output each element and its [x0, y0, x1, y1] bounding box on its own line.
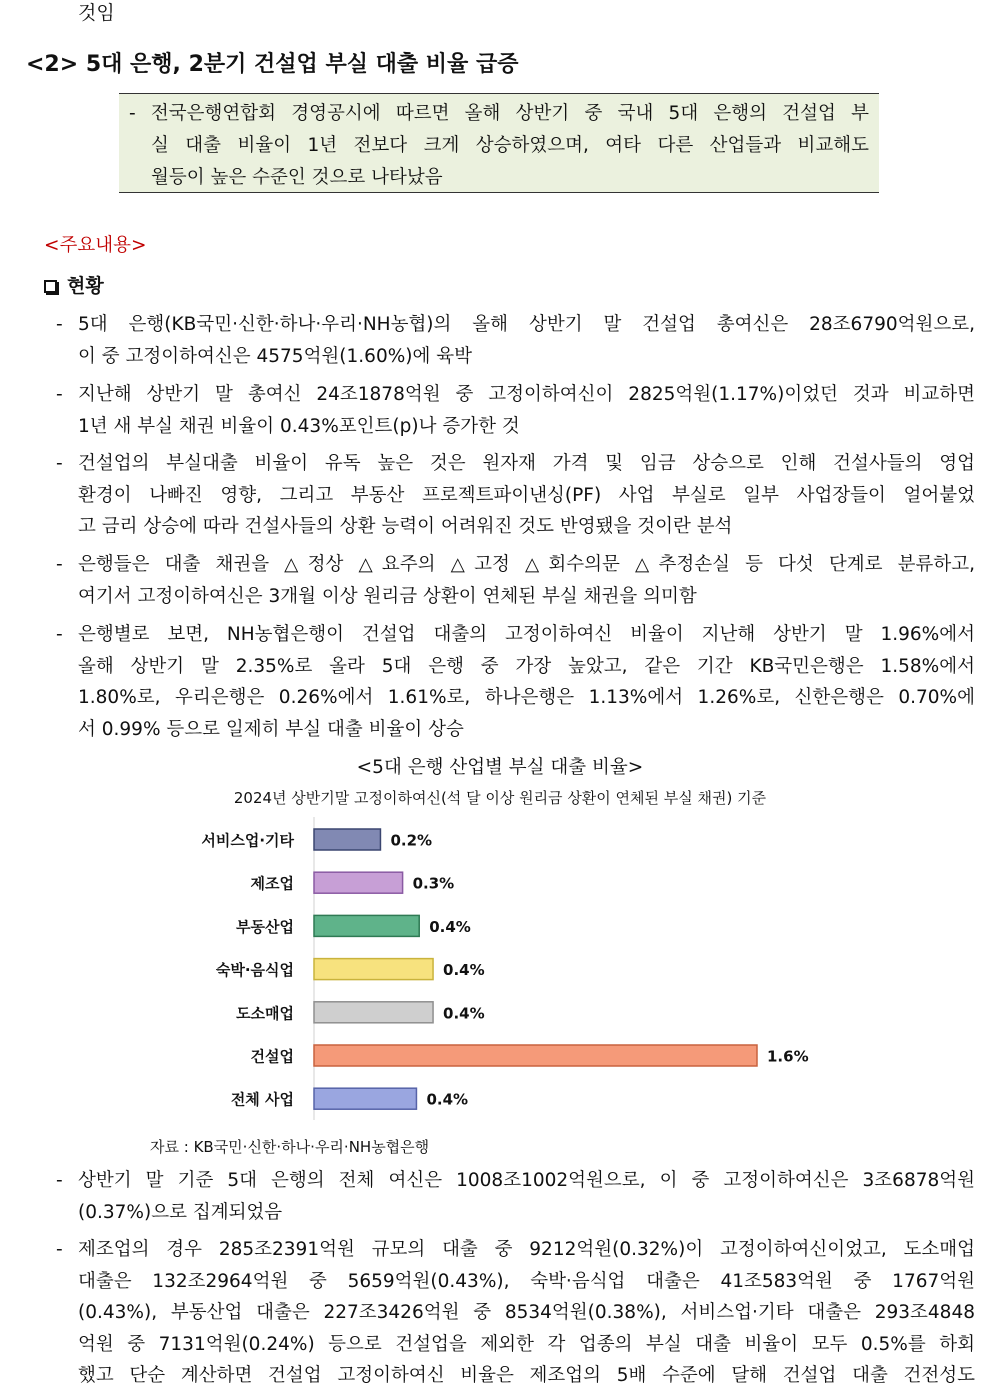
data-label: 0.4% — [443, 1004, 485, 1023]
industry-bad-loan-bar-chart — [0, 815, 1000, 1130]
bullet-line: 했고 단순 계산하면 건설업 고정이하여신 비율은 제조업의 5배 수준에 달해 건설업 대출 건전성도 — [78, 1365, 975, 1386]
chart-source: 자료 : KB국민·신한·하나·우리·NH농협은행 — [150, 1138, 430, 1156]
bullet-line: (0.37%)으로 집계되었음 — [78, 1201, 283, 1223]
bar — [314, 915, 419, 936]
bullet-line: 제조업의 경우 285조2391억원 규모의 대출 중 9212억원(0.32%)이 고정이하여신이었고, 도소매업 — [78, 1239, 975, 1260]
bar — [314, 1045, 757, 1066]
bullet-item — [56, 549, 976, 612]
summary-line: 실 대출 비율이 1년 전보다 크게 상승하였으며, 여타 다른 산업들과 비교해도 — [151, 135, 869, 156]
category-label: 부동산업 — [236, 917, 294, 936]
bar — [314, 829, 380, 850]
bullet-item — [56, 1234, 976, 1392]
summary-line: - 전국은행연합회 경영공시에 따르면 올해 상반기 중 국내 5대 은행의 건설업 부 — [129, 103, 869, 124]
dash-marker: - — [56, 314, 63, 335]
bullet-line: 올해 상반기 말 2.35%로 올라 5대 은행 중 가장 높았고, 같은 기간 KB국민은행은 1.58%에서 — [78, 655, 975, 677]
summary-line: 월등이 높은 수준인 것으로 나타났음 — [151, 167, 443, 188]
key-contents-label: <주요내용> — [44, 235, 147, 256]
category-label: 제조업 — [250, 874, 294, 893]
dash-marker: - — [56, 453, 63, 474]
bar — [314, 959, 433, 980]
bullet-line: 지난해 상반기 말 총여신 24조1878억원 중 고정이하여신이 2825억원(1.17%)이었던 것과 비교하면 — [78, 384, 975, 405]
chart-title: <5대 은행 산업별 부실 대출 비율> — [356, 757, 644, 778]
data-label: 0.4% — [429, 917, 471, 936]
summary-box — [119, 93, 879, 193]
data-label: 0.3% — [412, 874, 455, 893]
bullet-line: 5대 은행(KB국민·신한·하나·우리·NH농협)의 올해 상반기 말 건설업 총여신은 28조6790억원으로, — [78, 314, 975, 335]
data-label: 0.4% — [443, 961, 485, 980]
data-label: 0.4% — [426, 1090, 469, 1109]
bullet-line: 여기서 고정이하여신은 3개월 이상 원리금 상환이 연체된 부실 채권을 의미함 — [78, 585, 697, 607]
status-heading-text: 현황 — [67, 275, 104, 297]
bullet-line: 고 금리 상승에 따라 건설사들의 상환 능력이 어려워진 것도 반영됐을 것이란 분석 — [78, 516, 733, 537]
bullet-line: 1년 새 부실 채권 비율이 0.43%포인트(p)나 증가한 것 — [78, 415, 520, 437]
chart-subtitle: 2024년 상반기말 고정이하여신(석 달 이상 원리금 상환이 연체된 부실 채권) 기준 — [233, 789, 767, 807]
bullet-item — [56, 448, 976, 543]
bullet-line: 대출은 132조2964억원 중 5659억원(0.43%), 숙박·음식업 대출은 41조583억원 중 1767억원 — [78, 1270, 975, 1292]
status-heading — [44, 272, 104, 300]
bar — [314, 1002, 433, 1023]
continued-text: 것임 — [78, 2, 115, 24]
bullet-line: 이 중 고정이하여신은 4575억원(1.60%)에 육박 — [78, 345, 473, 367]
checkbox-square-icon — [44, 280, 57, 293]
bullet-line: 억원 중 7131억원(0.24%) 등으로 건설업을 제외한 각 업종의 부실 대출 비율이 모두 0.5%를 하회 — [78, 1333, 975, 1355]
data-label: 1.6% — [767, 1047, 809, 1066]
bullet-item — [56, 379, 976, 442]
bullet-line: 은행들은 대출 채권을 △정상 △요주의 △고정 △회수의문 △추정손실 등 다섯 단계로 분류하고, — [78, 554, 975, 575]
bullet-item — [56, 1165, 976, 1228]
bullet-line: 1.80%로, 우리은행은 0.26%에서 1.61%로, 하나은행은 1.13%에서 1.26%로, 신한은행은 0.70%에 — [78, 687, 975, 708]
category-label: 도소매업 — [236, 1004, 294, 1023]
bullet-line: 서 0.99% 등으로 일제히 부실 대출 비율이 상승 — [78, 718, 464, 740]
dash-marker: - — [56, 1239, 63, 1260]
dash-marker: - — [56, 554, 63, 575]
bullet-line: 은행별로 보면, NH농협은행이 건설업 대출의 고정이하여신 비율이 지난해 상반기 말 1.96%에서 — [78, 624, 975, 645]
section-heading: <2> 5대 은행, 2분기 건설업 부실 대출 비율 급증 — [26, 52, 519, 77]
dash-marker: - — [56, 624, 63, 645]
category-label: 숙박·음식업 — [215, 961, 294, 980]
bullet-item — [56, 309, 976, 372]
bullet-line: 환경이 나빠진 영향, 그리고 부동산 프로젝트파이낸싱(PF) 사업 부실로 일부 사업장들이 얼어붙었 — [78, 484, 975, 506]
category-label: 전체 사업 — [230, 1090, 294, 1109]
dash-marker: - — [56, 1170, 63, 1191]
dash-marker: - — [56, 384, 63, 405]
category-label: 건설업 — [250, 1047, 294, 1066]
bullet-line: 건설업의 부실대출 비율이 유독 높은 것은 원자재 가격 및 임금 상승으로 인해 건설사들의 영업 — [78, 453, 975, 474]
bullet-line: (0.43%), 부동산업 대출은 227조3426억원 중 8534억원(0.38%), 서비스업·기타 대출은 293조4848 — [78, 1302, 975, 1323]
bar — [314, 872, 403, 893]
bullet-item — [56, 619, 976, 745]
bar — [314, 1088, 416, 1109]
bullet-line: 상반기 말 기준 5대 은행의 전체 여신은 1008조1002억원으로, 이 중 고정이하여신은 3조6878억원 — [78, 1170, 975, 1191]
data-label: 0.2% — [390, 831, 433, 850]
category-label: 서비스업·기타 — [201, 831, 294, 850]
